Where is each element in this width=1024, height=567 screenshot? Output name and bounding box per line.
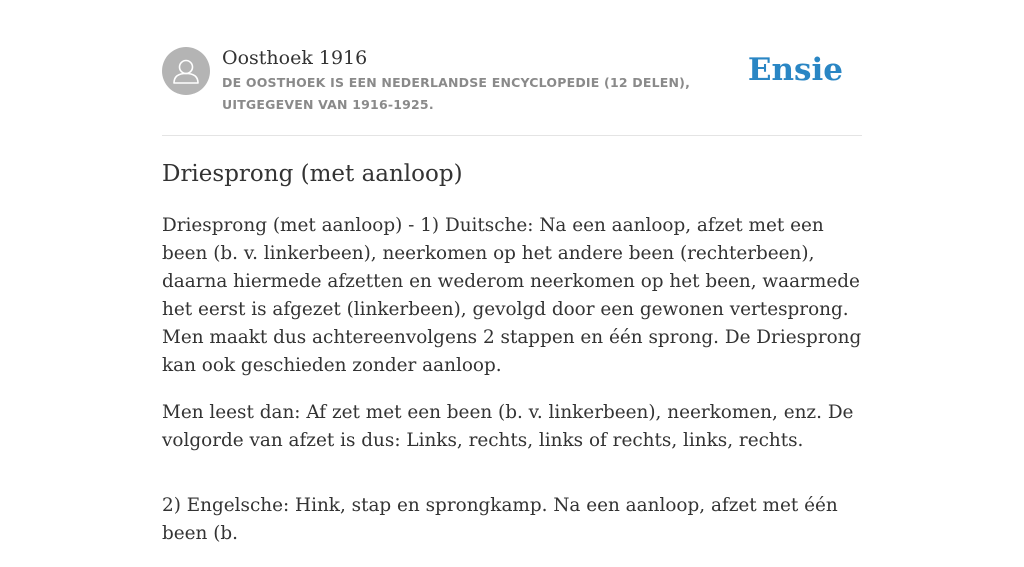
ensie-logo[interactable]: Ensie [747, 52, 843, 88]
source-avatar[interactable] [162, 47, 210, 95]
article [162, 156, 862, 567]
header-divider [162, 135, 862, 136]
article-paragraph: Men leest dan: Af zet met een been (b. v. linkerbeen), neerkomen, enz. De volgorde van afzet is dus: Links, rechts, links of rechts, links, rechts. [162, 402, 854, 451]
article-title: Driesprong (met aanloop) [162, 161, 463, 187]
article-paragraph: Driesprong (met aanloop) - 1) Duitsche: Na een aanloop, afzet met een been (b. v. linkerbeen), neerkomen op het andere been (rechterbeen), daarna hiermede afzetten en wederom neerkomen op het been, waarmede het eerst is afgezet (linkerbeen), gevolgd door een gewonen vertesprong. Men maakt dus achtereenvolgens 2 stappen en één sprong. De Driesprong kan ook geschieden zonder aanloop. [162, 215, 862, 376]
user-icon [162, 47, 210, 95]
source-header [162, 46, 862, 116]
article-body [162, 212, 862, 548]
source-name[interactable]: Oosthoek 1916 [222, 47, 368, 69]
article-paragraph: 2) Engelsche: Hink, stap en sprongkamp. Na een aanloop, afzet met één been (b. [162, 495, 838, 544]
source-description: DE OOSTHOEK IS EEN NEDERLANDSE ENCYCLOPEDIE (12 DELEN), UITGEGEVEN VAN 1916-1925. [222, 75, 691, 112]
